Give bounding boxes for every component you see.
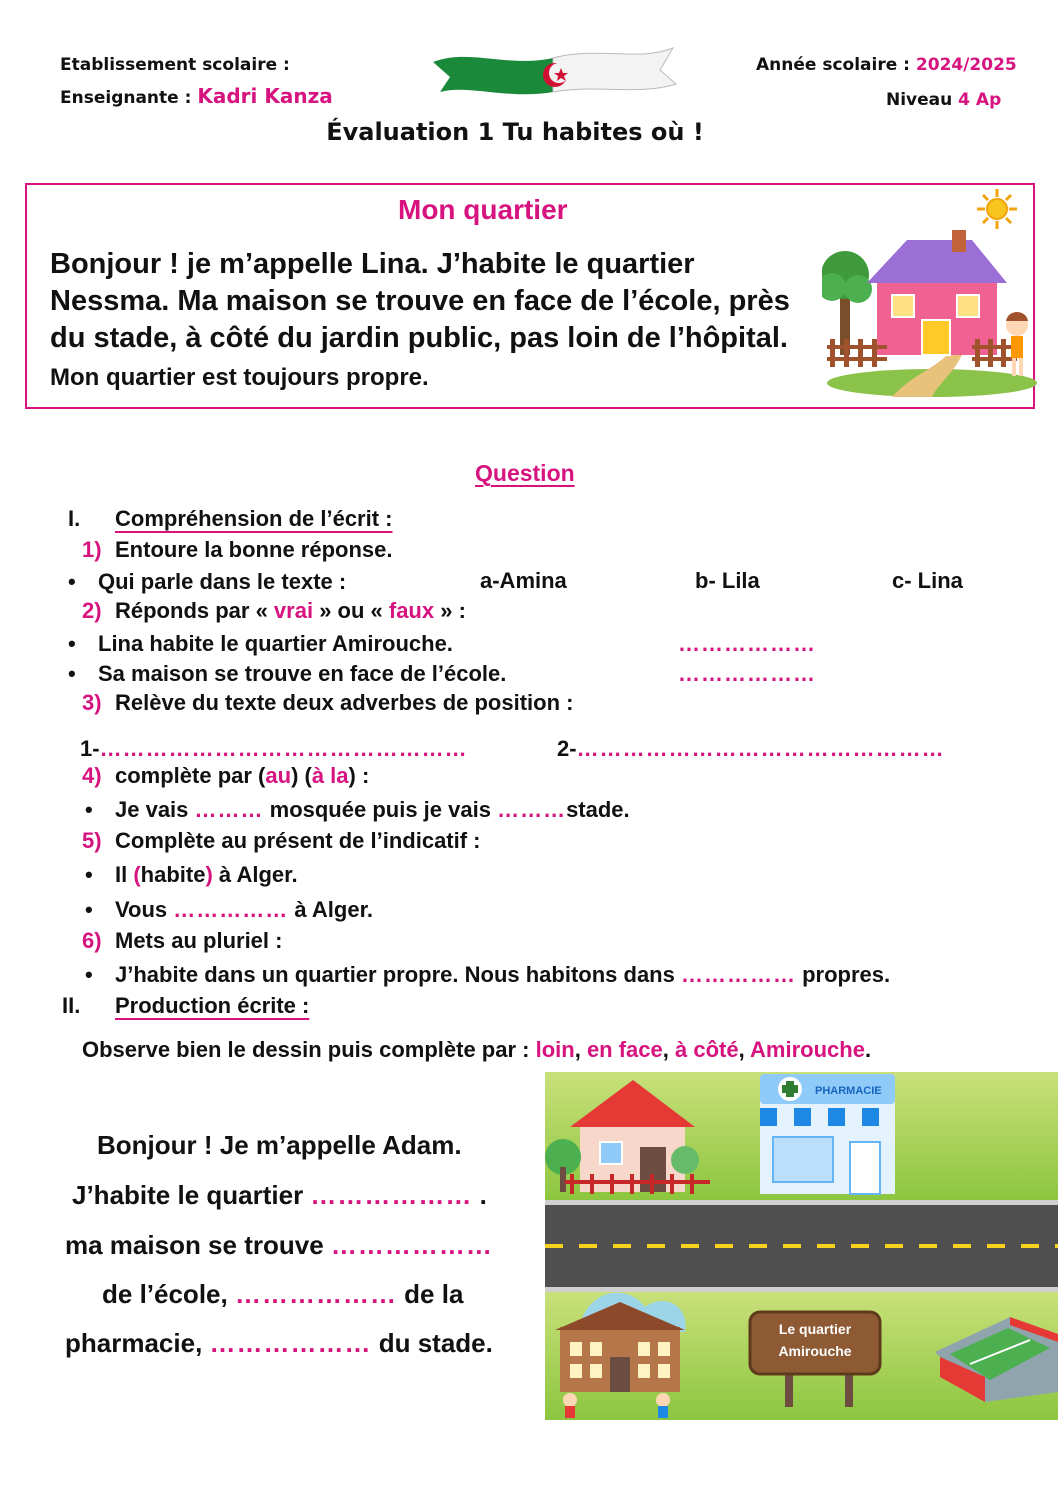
- q4-mid: ) (: [291, 763, 312, 788]
- production-l3-pre: ma maison se trouve: [65, 1230, 331, 1260]
- q1-option-a: a-Amina: [480, 568, 567, 593]
- q4-bullet: [115, 797, 630, 823]
- production-l2-pre: J’habite le quartier: [72, 1180, 311, 1210]
- q4-pre: complète par (: [115, 763, 266, 788]
- word-a-cote: à côté: [675, 1037, 739, 1062]
- niveau-label: Niveau: [886, 90, 953, 110]
- q5-b1-pre: Il: [115, 862, 134, 887]
- q4-num: 4): [82, 763, 102, 788]
- comma-2: ,: [662, 1037, 675, 1062]
- comma-1: ,: [574, 1037, 587, 1062]
- q4-b1-post: stade.: [566, 797, 630, 822]
- q5-b1-post: à Alger.: [212, 862, 298, 887]
- algeria-flag-ribbon-icon: [428, 40, 678, 100]
- q4-b1-pre: Je vais: [115, 797, 195, 822]
- q3-dots-1: …………………………………………: [99, 736, 468, 761]
- q5-text: Complète au présent de l’indicatif :: [115, 828, 481, 853]
- production-l5-pre: pharmacie,: [65, 1328, 210, 1358]
- q5-bullet-2: [115, 897, 373, 923]
- q5-b2-post: à Alger.: [288, 897, 374, 922]
- q4-text: [115, 763, 369, 789]
- observe-instruction: [82, 1037, 871, 1063]
- q2-post: » :: [434, 598, 466, 623]
- question-heading: Question: [475, 460, 575, 486]
- q2-vrai: vrai: [273, 598, 314, 623]
- reading-text-main: Bonjour ! je m’appelle Lina. J’habite le quartier Nessma. Ma maison se trouve en face de l’école, près du stade, à côté du jardin public, pas loin de l’hôpital.: [50, 248, 790, 354]
- niveau-line: [886, 90, 1001, 110]
- enseignante-name: Kadri Kanza: [197, 84, 333, 108]
- q3-label-2: 2-: [557, 736, 577, 761]
- q4-post: ) :: [348, 763, 370, 788]
- q1-option-b: b- Lila: [695, 568, 760, 593]
- q5-blank[interactable]: ……………: [173, 897, 289, 922]
- q2-faux: faux: [388, 598, 435, 623]
- observe-pre: Observe bien le dessin puis complète par :: [82, 1037, 536, 1062]
- q4-ala: à la: [311, 763, 349, 788]
- production-l2-post: .: [472, 1180, 487, 1210]
- enseignante-label: Enseignante :: [60, 88, 192, 108]
- quartier-sign-line-2: Amirouche: [778, 1343, 852, 1359]
- production-blank-1[interactable]: ………………: [310, 1180, 473, 1210]
- section2-num: II.: [62, 993, 81, 1018]
- word-amirouche: Amirouche: [750, 1037, 865, 1062]
- q6-b1-pre: J’habite dans un quartier propre. Nous habitons dans: [115, 962, 681, 987]
- q3-dots-2: …………………………………………: [576, 736, 945, 761]
- reading-text-end: Mon quartier est toujours propre.: [50, 364, 429, 391]
- q6-num: 6): [82, 928, 102, 953]
- q1-bullet: • Qui parle dans le texte :: [98, 569, 346, 595]
- q2-bullet-2: • Sa maison se trouve en face de l’école.: [98, 661, 506, 687]
- q3-text: Relève du texte deux adverbes de position :: [115, 690, 574, 715]
- q3-num: 3): [82, 690, 102, 715]
- production-blank-2[interactable]: ………………: [330, 1230, 493, 1260]
- q5-num: 5): [82, 828, 102, 853]
- pharmacy-icon: [760, 1074, 895, 1194]
- production-l4-post: de la: [396, 1279, 464, 1309]
- neighborhood-illustration: [545, 1072, 1058, 1420]
- etablissement-label: Etablissement scolaire :: [60, 55, 290, 75]
- q6-b1-post: propres.: [795, 962, 891, 987]
- annee-value: 2024/2025: [915, 55, 1017, 75]
- q1-num: 1): [82, 537, 102, 562]
- q5-paren-close: ): [205, 862, 213, 887]
- q5-b2-pre: Vous: [115, 897, 174, 922]
- q6-blank[interactable]: ……………: [680, 962, 796, 987]
- reading-text: [50, 246, 810, 396]
- q3-label-1: 1-: [80, 736, 100, 761]
- q5-bullet-1: [115, 862, 298, 888]
- q5-paren-open: (: [133, 862, 141, 887]
- q2-mid: » ou «: [313, 598, 389, 623]
- quartier-sign-line-1: Le quartier: [778, 1321, 852, 1337]
- word-en-face: en face: [586, 1037, 663, 1062]
- production-line-2: [72, 1180, 487, 1211]
- q4-blank-2[interactable]: ………: [497, 797, 567, 822]
- production-blank-4[interactable]: ………………: [209, 1328, 372, 1358]
- q2-bullet-1: • Lina habite le quartier Amirouche.: [98, 631, 453, 657]
- production-line-3: [65, 1230, 493, 1261]
- section1-num: I.: [68, 506, 81, 531]
- q1-text: Entoure la bonne réponse.: [115, 537, 393, 562]
- observe-end: .: [864, 1037, 872, 1062]
- section2-title: Production écrite :: [115, 993, 310, 1018]
- section1-title: Compréhension de l’écrit :: [115, 506, 393, 531]
- q2-text: [115, 598, 466, 624]
- q1-option-c: c- Lina: [892, 568, 963, 593]
- word-loin: loin: [535, 1037, 575, 1062]
- q3-answer-1[interactable]: [80, 736, 468, 762]
- niveau-value: 4 Ap: [958, 90, 1002, 110]
- annee-label: Année scolaire :: [756, 55, 910, 75]
- q2-answer-1[interactable]: ………………: [678, 631, 816, 656]
- reading-title: Mon quartier: [398, 194, 568, 225]
- q4-blank-1[interactable]: ………: [194, 797, 264, 822]
- production-line-4: [102, 1279, 463, 1310]
- q6-text: Mets au pluriel :: [115, 928, 283, 953]
- q3-answer-2[interactable]: [557, 736, 945, 762]
- q2-num: 2): [82, 598, 102, 623]
- q6-bullet: [115, 962, 890, 988]
- enseignante-line: [60, 84, 333, 108]
- q4-b1-mid: mosquée puis je vais: [263, 797, 498, 822]
- q5-verb: habite: [140, 862, 206, 887]
- annee-line: [756, 55, 1017, 75]
- production-l4-pre: de l’école,: [102, 1279, 235, 1309]
- q2-pre: Réponds par «: [115, 598, 274, 623]
- house-with-girl-illustration: [822, 225, 1037, 400]
- pharmacie-sign-text: PHARMACIE: [815, 1085, 882, 1097]
- production-blank-3[interactable]: ………………: [234, 1279, 397, 1309]
- q2-answer-2[interactable]: ………………: [678, 661, 816, 686]
- q4-au: au: [265, 763, 292, 788]
- production-line-1: Bonjour ! Je m’appelle Adam.: [97, 1130, 462, 1160]
- comma-3: ,: [738, 1037, 751, 1062]
- production-line-5: [65, 1328, 493, 1359]
- page-title: Évaluation 1 Tu habites où !: [326, 118, 704, 146]
- production-l5-post: du stade.: [371, 1328, 493, 1358]
